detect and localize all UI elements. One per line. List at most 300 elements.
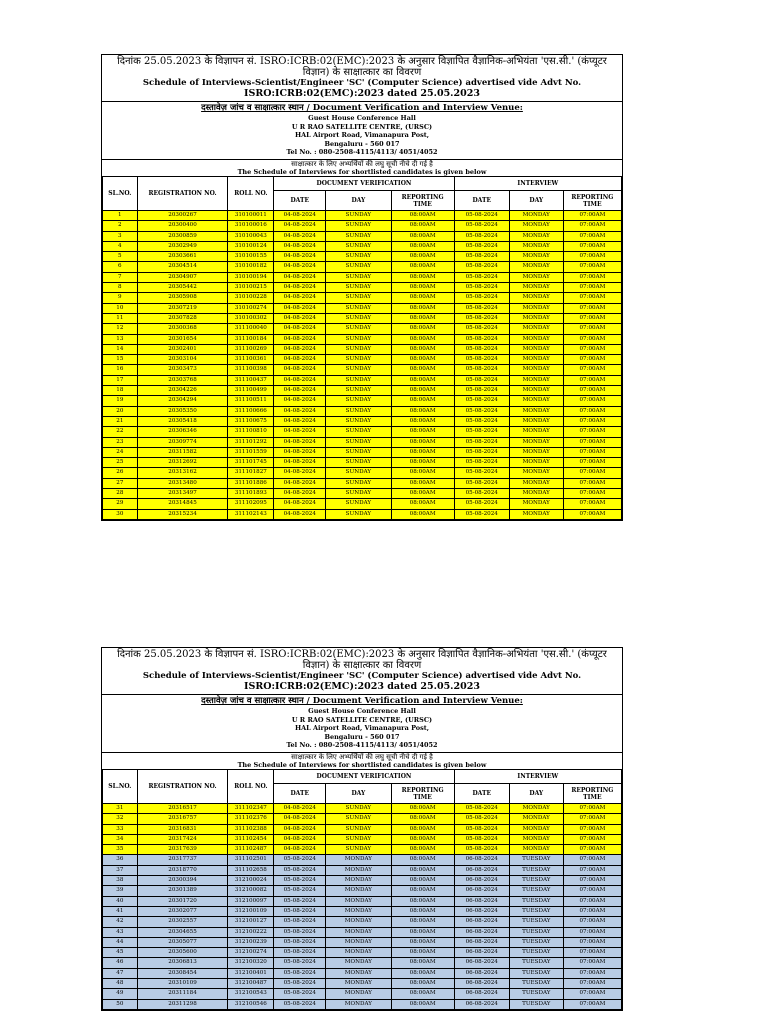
col-header-sl: SL.NO.: [103, 177, 138, 211]
cell-interview-day: TUESDAY: [509, 865, 563, 875]
cell-dv-date: 04-08-2024: [274, 231, 326, 241]
cell-registration-no: 20318770: [137, 865, 228, 875]
cell-interview-date: 05-08-2024: [454, 416, 509, 426]
cell-dv-day: SUNDAY: [326, 262, 391, 272]
cell-dv-reporting-time: 08:00AM: [391, 814, 454, 824]
cell-sl-no: 8: [103, 283, 138, 293]
cell-interview-day: MONDAY: [509, 478, 563, 488]
cell-sl-no: 37: [103, 865, 138, 875]
cell-registration-no: 20314845: [137, 499, 228, 509]
cell-dv-reporting-time: 08:00AM: [391, 211, 454, 221]
cell-interview-day: MONDAY: [509, 386, 563, 396]
col-header-dv-day: DAY: [326, 191, 391, 211]
cell-roll-no: 311102487: [228, 845, 274, 855]
cell-interview-day: MONDAY: [509, 221, 563, 231]
table-row: [103, 396, 622, 406]
col-header-dv-reporting: REPORTING TIME: [391, 784, 454, 804]
cell-roll-no: 310100011: [228, 211, 274, 221]
table-row: [103, 906, 622, 916]
schedule-table-1-body: [103, 211, 622, 520]
cell-interview-reporting-time: 07:00AM: [563, 272, 621, 282]
cell-interview-date: 05-08-2024: [454, 334, 509, 344]
cell-sl-no: 30: [103, 509, 138, 519]
cell-dv-day: SUNDAY: [326, 437, 391, 447]
cell-interview-day: MONDAY: [509, 272, 563, 282]
cell-interview-reporting-time: 07:00AM: [563, 834, 621, 844]
table-row: [103, 252, 622, 262]
cell-registration-no: 20305600: [137, 948, 228, 958]
cell-interview-day: TUESDAY: [509, 927, 563, 937]
cell-dv-day: SUNDAY: [326, 324, 391, 334]
cell-dv-date: 04-08-2024: [274, 344, 326, 354]
cell-roll-no: 311101745: [228, 458, 274, 468]
cell-interview-date: 06-08-2024: [454, 948, 509, 958]
cell-dv-day: SUNDAY: [326, 386, 391, 396]
cell-interview-date: 05-08-2024: [454, 365, 509, 375]
cell-sl-no: 29: [103, 499, 138, 509]
cell-interview-date: 06-08-2024: [454, 958, 509, 968]
cell-registration-no: 20306813: [137, 958, 228, 968]
cell-registration-no: 20307219: [137, 303, 228, 313]
cell-interview-day: MONDAY: [509, 344, 563, 354]
cell-sl-no: 34: [103, 834, 138, 844]
schedule-sheet-1: [101, 54, 623, 521]
cell-interview-date: 06-08-2024: [454, 917, 509, 927]
cell-interview-reporting-time: 07:00AM: [563, 396, 621, 406]
cell-interview-day: TUESDAY: [509, 906, 563, 916]
cell-interview-reporting-time: 07:00AM: [563, 406, 621, 416]
cell-dv-reporting-time: 08:00AM: [391, 927, 454, 937]
cell-dv-date: 04-08-2024: [274, 458, 326, 468]
cell-sl-no: 17: [103, 375, 138, 385]
schedule-note: [102, 160, 622, 177]
cell-dv-day: SUNDAY: [326, 211, 391, 221]
table-row: [103, 241, 622, 251]
table-row: [103, 876, 622, 886]
english-title-line1: Schedule of Interviews-Scientist/Engineer 'SC' (Computer Science) advertised vide Advt No.: [142, 671, 582, 681]
cell-dv-date: 04-08-2024: [274, 489, 326, 499]
cell-dv-reporting-time: 08:00AM: [391, 334, 454, 344]
cell-interview-day: MONDAY: [509, 458, 563, 468]
cell-interview-reporting-time: 07:00AM: [563, 365, 621, 375]
cell-dv-date: 04-08-2024: [274, 324, 326, 334]
cell-roll-no: 311100666: [228, 406, 274, 416]
cell-dv-day: SUNDAY: [326, 283, 391, 293]
col-header-int-date: DATE: [454, 784, 509, 804]
col-group-document-verification: DOCUMENT VERIFICATION: [274, 177, 454, 191]
cell-sl-no: 41: [103, 906, 138, 916]
table-row: [103, 948, 622, 958]
cell-registration-no: 20300400: [137, 221, 228, 231]
cell-roll-no: 311100675: [228, 416, 274, 426]
cell-dv-date: 04-08-2024: [274, 252, 326, 262]
col-header-dv-reporting: REPORTING TIME: [391, 191, 454, 211]
cell-registration-no: 20312692: [137, 458, 228, 468]
cell-dv-reporting-time: 08:00AM: [391, 221, 454, 231]
cell-dv-date: 05-08-2024: [274, 999, 326, 1009]
cell-dv-reporting-time: 08:00AM: [391, 948, 454, 958]
cell-dv-day: SUNDAY: [326, 845, 391, 855]
cell-interview-date: 05-08-2024: [454, 447, 509, 457]
table-row: [103, 211, 622, 221]
table-row: [103, 406, 622, 416]
cell-interview-day: TUESDAY: [509, 917, 563, 927]
cell-dv-reporting-time: 08:00AM: [391, 489, 454, 499]
cell-dv-day: MONDAY: [326, 927, 391, 937]
table-row: [103, 927, 622, 937]
cell-interview-reporting-time: 07:00AM: [563, 937, 621, 947]
cell-dv-date: 04-08-2024: [274, 499, 326, 509]
cell-interview-day: MONDAY: [509, 252, 563, 262]
cell-dv-day: MONDAY: [326, 896, 391, 906]
cell-dv-day: MONDAY: [326, 917, 391, 927]
cell-dv-reporting-time: 08:00AM: [391, 937, 454, 947]
cell-roll-no: 311102095: [228, 499, 274, 509]
cell-dv-reporting-time: 08:00AM: [391, 252, 454, 262]
cell-dv-reporting-time: 08:00AM: [391, 355, 454, 365]
cell-dv-date: 04-08-2024: [274, 355, 326, 365]
cell-dv-day: SUNDAY: [326, 458, 391, 468]
cell-dv-day: SUNDAY: [326, 293, 391, 303]
cell-registration-no: 20305350: [137, 406, 228, 416]
cell-interview-reporting-time: 07:00AM: [563, 334, 621, 344]
table-row: [103, 334, 622, 344]
cell-dv-reporting-time: 08:00AM: [391, 865, 454, 875]
cell-interview-date: 05-08-2024: [454, 355, 509, 365]
cell-roll-no: 311102454: [228, 834, 274, 844]
cell-dv-date: 04-08-2024: [274, 303, 326, 313]
col-header-int-day: DAY: [509, 191, 563, 211]
cell-sl-no: 35: [103, 845, 138, 855]
cell-sl-no: 28: [103, 489, 138, 499]
cell-interview-day: MONDAY: [509, 355, 563, 365]
cell-interview-day: MONDAY: [509, 334, 563, 344]
cell-roll-no: 312100082: [228, 886, 274, 896]
cell-dv-reporting-time: 08:00AM: [391, 468, 454, 478]
venue-line: U R RAO SATELLITE CENTRE, (URSC): [291, 715, 433, 724]
col-header-int-day: DAY: [509, 784, 563, 804]
cell-interview-date: 05-08-2024: [454, 272, 509, 282]
venue-block: [102, 695, 622, 753]
cell-interview-date: 05-08-2024: [454, 375, 509, 385]
cell-dv-date: 04-08-2024: [274, 283, 326, 293]
cell-registration-no: 20311184: [137, 989, 228, 999]
cell-dv-day: MONDAY: [326, 958, 391, 968]
cell-registration-no: 20316757: [137, 814, 228, 824]
table-row: [103, 272, 622, 282]
table-row: [103, 303, 622, 313]
cell-dv-date: 05-08-2024: [274, 958, 326, 968]
cell-dv-reporting-time: 08:00AM: [391, 386, 454, 396]
cell-interview-date: 05-08-2024: [454, 252, 509, 262]
cell-dv-date: 05-08-2024: [274, 865, 326, 875]
cell-registration-no: 20302077: [137, 906, 228, 916]
cell-interview-day: TUESDAY: [509, 886, 563, 896]
cell-sl-no: 46: [103, 958, 138, 968]
cell-dv-reporting-time: 08:00AM: [391, 416, 454, 426]
venue-line: Guest House Conference Hall: [308, 707, 416, 715]
schedule-note-hindi: साक्षात्कार के लिए अभ्यर्थियों की लघु सूची नीचे दी गई है: [291, 159, 433, 168]
cell-roll-no: 312100109: [228, 906, 274, 916]
cell-interview-day: MONDAY: [509, 437, 563, 447]
cell-roll-no: 312100239: [228, 937, 274, 947]
cell-dv-reporting-time: 08:00AM: [391, 478, 454, 488]
cell-interview-date: 05-08-2024: [454, 211, 509, 221]
cell-interview-date: 06-08-2024: [454, 968, 509, 978]
cell-sl-no: 22: [103, 427, 138, 437]
cell-interview-reporting-time: 07:00AM: [563, 968, 621, 978]
cell-interview-date: 05-08-2024: [454, 499, 509, 509]
cell-dv-date: 04-08-2024: [274, 313, 326, 323]
cell-dv-day: SUNDAY: [326, 272, 391, 282]
col-header-registration: REGISTRATION NO.: [137, 177, 228, 211]
cell-interview-day: MONDAY: [509, 416, 563, 426]
cell-dv-date: 04-08-2024: [274, 375, 326, 385]
cell-roll-no: 311100361: [228, 355, 274, 365]
cell-dv-day: SUNDAY: [326, 478, 391, 488]
cell-dv-date: 04-08-2024: [274, 406, 326, 416]
cell-sl-no: 40: [103, 896, 138, 906]
cell-dv-reporting-time: 08:00AM: [391, 262, 454, 272]
schedule-note-english: The Schedule of Interviews for shortlisted candidates is given below: [237, 168, 487, 176]
hindi-title: दिनांक 25.05.2023 के विज्ञापन सं. ISRO:ICRB:02(EMC):2023 के अनुसार विज्ञापित वैज्ञानिक-अभियंता 'एस.सी.' (कंप्यूटर विज्ञान) के साक्षात्कार का विवरण: [117, 649, 607, 671]
col-header-sl: SL.NO.: [103, 770, 138, 804]
cell-dv-reporting-time: 08:00AM: [391, 303, 454, 313]
cell-dv-day: SUNDAY: [326, 375, 391, 385]
cell-interview-date: 05-08-2024: [454, 293, 509, 303]
cell-dv-date: 04-08-2024: [274, 396, 326, 406]
table-row: [103, 437, 622, 447]
cell-dv-date: 04-08-2024: [274, 386, 326, 396]
cell-dv-date: 04-08-2024: [274, 241, 326, 251]
cell-interview-reporting-time: 07:00AM: [563, 927, 621, 937]
cell-dv-day: SUNDAY: [326, 427, 391, 437]
cell-dv-reporting-time: 08:00AM: [391, 979, 454, 989]
cell-interview-date: 05-08-2024: [454, 344, 509, 354]
cell-dv-date: 04-08-2024: [274, 509, 326, 519]
cell-registration-no: 20317639: [137, 845, 228, 855]
table-row: [103, 804, 622, 814]
cell-interview-reporting-time: 07:00AM: [563, 958, 621, 968]
cell-roll-no: 310100302: [228, 313, 274, 323]
venue-line: Bengaluru - 560 017: [324, 732, 400, 741]
cell-dv-day: MONDAY: [326, 937, 391, 947]
cell-dv-day: SUNDAY: [326, 814, 391, 824]
cell-dv-reporting-time: 08:00AM: [391, 896, 454, 906]
cell-dv-date: 05-08-2024: [274, 855, 326, 865]
schedule-note-english: The Schedule of Interviews for shortlisted candidates is given below: [237, 761, 487, 769]
cell-interview-date: 05-08-2024: [454, 814, 509, 824]
cell-roll-no: 310100274: [228, 303, 274, 313]
cell-dv-reporting-time: 08:00AM: [391, 427, 454, 437]
cell-roll-no: 311100398: [228, 365, 274, 375]
cell-dv-day: MONDAY: [326, 989, 391, 999]
cell-dv-day: SUNDAY: [326, 447, 391, 457]
cell-dv-date: 04-08-2024: [274, 211, 326, 221]
cell-dv-reporting-time: 08:00AM: [391, 968, 454, 978]
cell-interview-date: 05-08-2024: [454, 386, 509, 396]
cell-interview-day: TUESDAY: [509, 989, 563, 999]
cell-sl-no: 27: [103, 478, 138, 488]
cell-interview-day: MONDAY: [509, 489, 563, 499]
cell-dv-reporting-time: 08:00AM: [391, 344, 454, 354]
cell-sl-no: 3: [103, 231, 138, 241]
cell-dv-reporting-time: 08:00AM: [391, 231, 454, 241]
cell-interview-reporting-time: 07:00AM: [563, 355, 621, 365]
cell-roll-no: 311102376: [228, 814, 274, 824]
english-title-line2: ISRO:ICRB:02(EMC):2023 dated 25.05.2023: [244, 681, 480, 692]
cell-registration-no: 20302401: [137, 344, 228, 354]
cell-registration-no: 20313162: [137, 468, 228, 478]
cell-interview-reporting-time: 07:00AM: [563, 906, 621, 916]
cell-interview-reporting-time: 07:00AM: [563, 313, 621, 323]
cell-dv-date: 05-08-2024: [274, 876, 326, 886]
cell-roll-no: 311102143: [228, 509, 274, 519]
cell-dv-day: SUNDAY: [326, 499, 391, 509]
venue-title: दस्तावेज़ जांच व साक्षात्कार स्थान / Document Verification and Interview Venue:: [201, 103, 523, 113]
cell-interview-reporting-time: 07:00AM: [563, 262, 621, 272]
cell-sl-no: 2: [103, 221, 138, 231]
cell-sl-no: 18: [103, 386, 138, 396]
cell-registration-no: 20305418: [137, 416, 228, 426]
table-row: [103, 814, 622, 824]
cell-interview-date: 05-08-2024: [454, 283, 509, 293]
table-row: [103, 937, 622, 947]
cell-roll-no: 311101559: [228, 447, 274, 457]
cell-registration-no: 20304226: [137, 386, 228, 396]
table-row: [103, 262, 622, 272]
cell-sl-no: 43: [103, 927, 138, 937]
schedule-table-2-body: [103, 804, 622, 1010]
cell-sl-no: 42: [103, 917, 138, 927]
cell-interview-date: 05-08-2024: [454, 221, 509, 231]
table-row: [103, 509, 622, 519]
cell-registration-no: 20301654: [137, 334, 228, 344]
cell-dv-day: MONDAY: [326, 968, 391, 978]
cell-sl-no: 12: [103, 324, 138, 334]
cell-registration-no: 20308454: [137, 968, 228, 978]
cell-interview-date: 05-08-2024: [454, 824, 509, 834]
cell-roll-no: 311100269: [228, 344, 274, 354]
cell-dv-date: 05-08-2024: [274, 927, 326, 937]
cell-interview-date: 05-08-2024: [454, 804, 509, 814]
cell-roll-no: 310100215: [228, 283, 274, 293]
cell-dv-day: SUNDAY: [326, 824, 391, 834]
cell-roll-no: 312100487: [228, 979, 274, 989]
table-row: [103, 386, 622, 396]
table-row: [103, 365, 622, 375]
table-row: [103, 958, 622, 968]
cell-registration-no: 20304294: [137, 396, 228, 406]
cell-interview-date: 05-08-2024: [454, 478, 509, 488]
cell-sl-no: 19: [103, 396, 138, 406]
cell-roll-no: 311101827: [228, 468, 274, 478]
cell-sl-no: 49: [103, 989, 138, 999]
cell-dv-day: SUNDAY: [326, 221, 391, 231]
cell-interview-reporting-time: 07:00AM: [563, 824, 621, 834]
cell-dv-day: MONDAY: [326, 865, 391, 875]
cell-registration-no: 20305442: [137, 283, 228, 293]
cell-interview-reporting-time: 07:00AM: [563, 489, 621, 499]
cell-sl-no: 15: [103, 355, 138, 365]
cell-interview-day: TUESDAY: [509, 958, 563, 968]
cell-dv-day: SUNDAY: [326, 303, 391, 313]
cell-roll-no: 311102501: [228, 855, 274, 865]
cell-dv-reporting-time: 08:00AM: [391, 293, 454, 303]
cell-registration-no: 20316831: [137, 824, 228, 834]
cell-sl-no: 36: [103, 855, 138, 865]
cell-registration-no: 20300368: [137, 324, 228, 334]
cell-sl-no: 1: [103, 211, 138, 221]
cell-interview-date: 05-08-2024: [454, 231, 509, 241]
cell-interview-day: MONDAY: [509, 283, 563, 293]
cell-roll-no: 310100124: [228, 241, 274, 251]
cell-roll-no: 311101292: [228, 437, 274, 447]
cell-dv-day: MONDAY: [326, 886, 391, 896]
cell-registration-no: 20305077: [137, 937, 228, 947]
cell-dv-date: 05-08-2024: [274, 968, 326, 978]
cell-interview-date: 05-08-2024: [454, 489, 509, 499]
cell-interview-reporting-time: 07:00AM: [563, 303, 621, 313]
cell-dv-day: SUNDAY: [326, 804, 391, 814]
cell-registration-no: 20311582: [137, 447, 228, 457]
cell-dv-date: 04-08-2024: [274, 804, 326, 814]
cell-dv-day: SUNDAY: [326, 344, 391, 354]
cell-interview-reporting-time: 07:00AM: [563, 845, 621, 855]
cell-interview-day: MONDAY: [509, 834, 563, 844]
cell-interview-day: MONDAY: [509, 499, 563, 509]
cell-interview-day: MONDAY: [509, 313, 563, 323]
cell-sl-no: 31: [103, 804, 138, 814]
cell-interview-day: TUESDAY: [509, 855, 563, 865]
cell-interview-day: MONDAY: [509, 231, 563, 241]
cell-roll-no: 310100016: [228, 221, 274, 231]
cell-dv-day: MONDAY: [326, 979, 391, 989]
cell-dv-reporting-time: 08:00AM: [391, 283, 454, 293]
table-row: [103, 478, 622, 488]
cell-dv-day: SUNDAY: [326, 313, 391, 323]
cell-sl-no: 20: [103, 406, 138, 416]
cell-roll-no: 311102388: [228, 824, 274, 834]
table-row: [103, 968, 622, 978]
cell-dv-reporting-time: 08:00AM: [391, 365, 454, 375]
table-row: [103, 458, 622, 468]
cell-interview-reporting-time: 07:00AM: [563, 252, 621, 262]
cell-interview-reporting-time: 07:00AM: [563, 478, 621, 488]
cell-dv-date: 05-08-2024: [274, 948, 326, 958]
cell-roll-no: 312100222: [228, 927, 274, 937]
cell-sl-no: 48: [103, 979, 138, 989]
cell-dv-reporting-time: 08:00AM: [391, 499, 454, 509]
sheet-header: [102, 648, 622, 695]
cell-sl-no: 9: [103, 293, 138, 303]
cell-interview-reporting-time: 07:00AM: [563, 999, 621, 1009]
cell-dv-day: SUNDAY: [326, 406, 391, 416]
cell-dv-day: SUNDAY: [326, 365, 391, 375]
cell-sl-no: 33: [103, 824, 138, 834]
cell-interview-date: 05-08-2024: [454, 262, 509, 272]
cell-dv-date: 05-08-2024: [274, 886, 326, 896]
cell-interview-reporting-time: 07:00AM: [563, 283, 621, 293]
table-row: [103, 865, 622, 875]
cell-sl-no: 38: [103, 876, 138, 886]
sheet-header: [102, 55, 622, 102]
english-title-line1: Schedule of Interviews-Scientist/Engineer 'SC' (Computer Science) advertised vide Advt No.: [142, 78, 582, 88]
cell-sl-no: 21: [103, 416, 138, 426]
cell-interview-reporting-time: 07:00AM: [563, 241, 621, 251]
cell-roll-no: 311100511: [228, 396, 274, 406]
col-header-dv-date: DATE: [274, 784, 326, 804]
